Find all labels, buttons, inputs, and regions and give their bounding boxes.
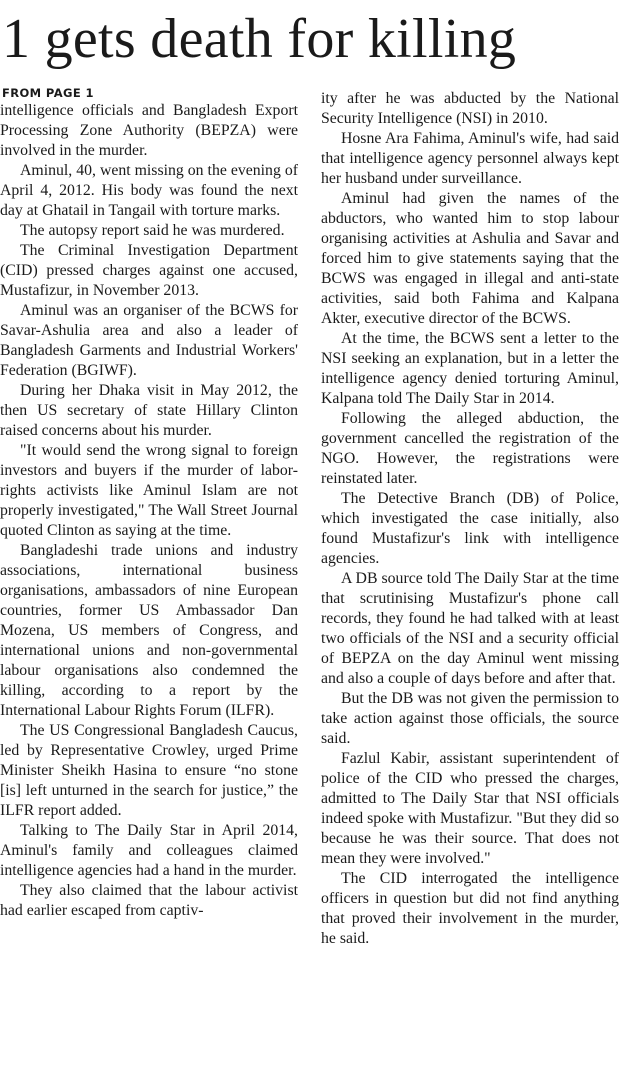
right-column	[321, 89, 619, 949]
paragraph: They also claimed that the labour activist had earlier escaped from captiv-	[0, 882, 298, 919]
paragraph: Bangladeshi trade unions and industry associations, international business organisations, ambassadors of nine European countries, former US Ambassador Dan Mozena, US members of Congress, and international unions and non-governmental labour organisations also condemned the killing, according to a report by the International Labour Rights Forum (ILFR).	[0, 542, 298, 719]
paragraph: Following the alleged abduction, the government cancelled the registration of the NGO. However, the registrations were reinstated later.	[321, 410, 619, 487]
paragraph: intelligence officials and Bangladesh Export Processing Zone Authority (BEPZA) were involved in the murder.	[0, 102, 298, 159]
paragraph: Talking to The Daily Star in April 2014, Aminul's family and colleagues claimed intelligence agencies had a hand in the murder.	[0, 822, 298, 879]
paragraph: Aminul had given the names of the abductors, who wanted him to stop labour organising activities at Ashulia and Savar and forced him to give statements saying that the BCWS was engaged in illegal and anti-state activities, said both Fahima and Kalpana Akter, executive director of the BCWS.	[321, 190, 619, 327]
paragraph: The Criminal Investigation Department (CID) pressed charges against one accused, Mustafizur, in November 2013.	[0, 242, 298, 299]
paragraph: ity after he was abducted by the National Security Intelligence (NSI) in 2010.	[321, 90, 619, 127]
paragraph: A DB source told The Daily Star at the time that scrutinising Mustafizur's phone call records, they found he had talked with at least two officials of the NSI and a security official of BEPZA on the day Aminul went missing and also a couple of days before and after that.	[321, 570, 619, 687]
paragraph: The autopsy report said he was murdered.	[20, 222, 285, 239]
paragraph: Hosne Ara Fahima, Aminul's wife, had said that intelligence agency personnel always kept her husband under surveillance.	[321, 130, 619, 187]
paragraph: The Detective Branch (DB) of Police, which investigated the case initially, also found Mustafizur's link with intelligence agencies.	[321, 490, 619, 567]
paragraph: Aminul was an organiser of the BCWS for Savar-Ashulia area and also a leader of Bangladesh Garments and Industrial Workers' Federation (BGIWF).	[0, 302, 298, 379]
kicker-from-page: FROM PAGE 1	[2, 86, 94, 100]
paragraph: The US Congressional Bangladesh Caucus, led by Representative Crowley, urged Prime Minister Sheikh Hasina to ensure “no stone [is] left unturned in the search for justice,” the ILFR report added.	[0, 722, 298, 819]
paragraph: But the DB was not given the permission to take action against those officials, the source said.	[321, 690, 619, 747]
paragraph: Aminul, 40, went missing on the evening of April 4, 2012. His body was found the next day at Ghatail in Tangail with torture marks.	[0, 162, 298, 219]
headline: 1 gets death for killing	[2, 8, 517, 70]
paragraph: The CID interrogated the intelligence officers in question but did not find anything that proved their involvement in the murder, he said.	[321, 870, 619, 947]
paragraph: During her Dhaka visit in May 2012, the then US secretary of state Hillary Clinton raised concerns about his murder.	[0, 382, 298, 439]
paragraph: "It would send the wrong signal to foreign investors and buyers if the murder of labor-rights activists like Aminul Islam are not properly investigated," The Wall Street Journal quoted Clinton as saying at the time.	[0, 442, 298, 539]
paragraph: At the time, the BCWS sent a letter to the NSI seeking an explanation, but in a letter the intelligence agency denied torturing Aminul, Kalpana told The Daily Star in 2014.	[321, 330, 619, 407]
paragraph: Fazlul Kabir, assistant superintendent of police of the CID who pressed the charges, admitted to The Daily Star that NSI officials indeed spoke with Mustafizur. "But they did so because he was their source. That does not mean they were involved."	[321, 750, 619, 867]
left-column	[0, 101, 298, 921]
